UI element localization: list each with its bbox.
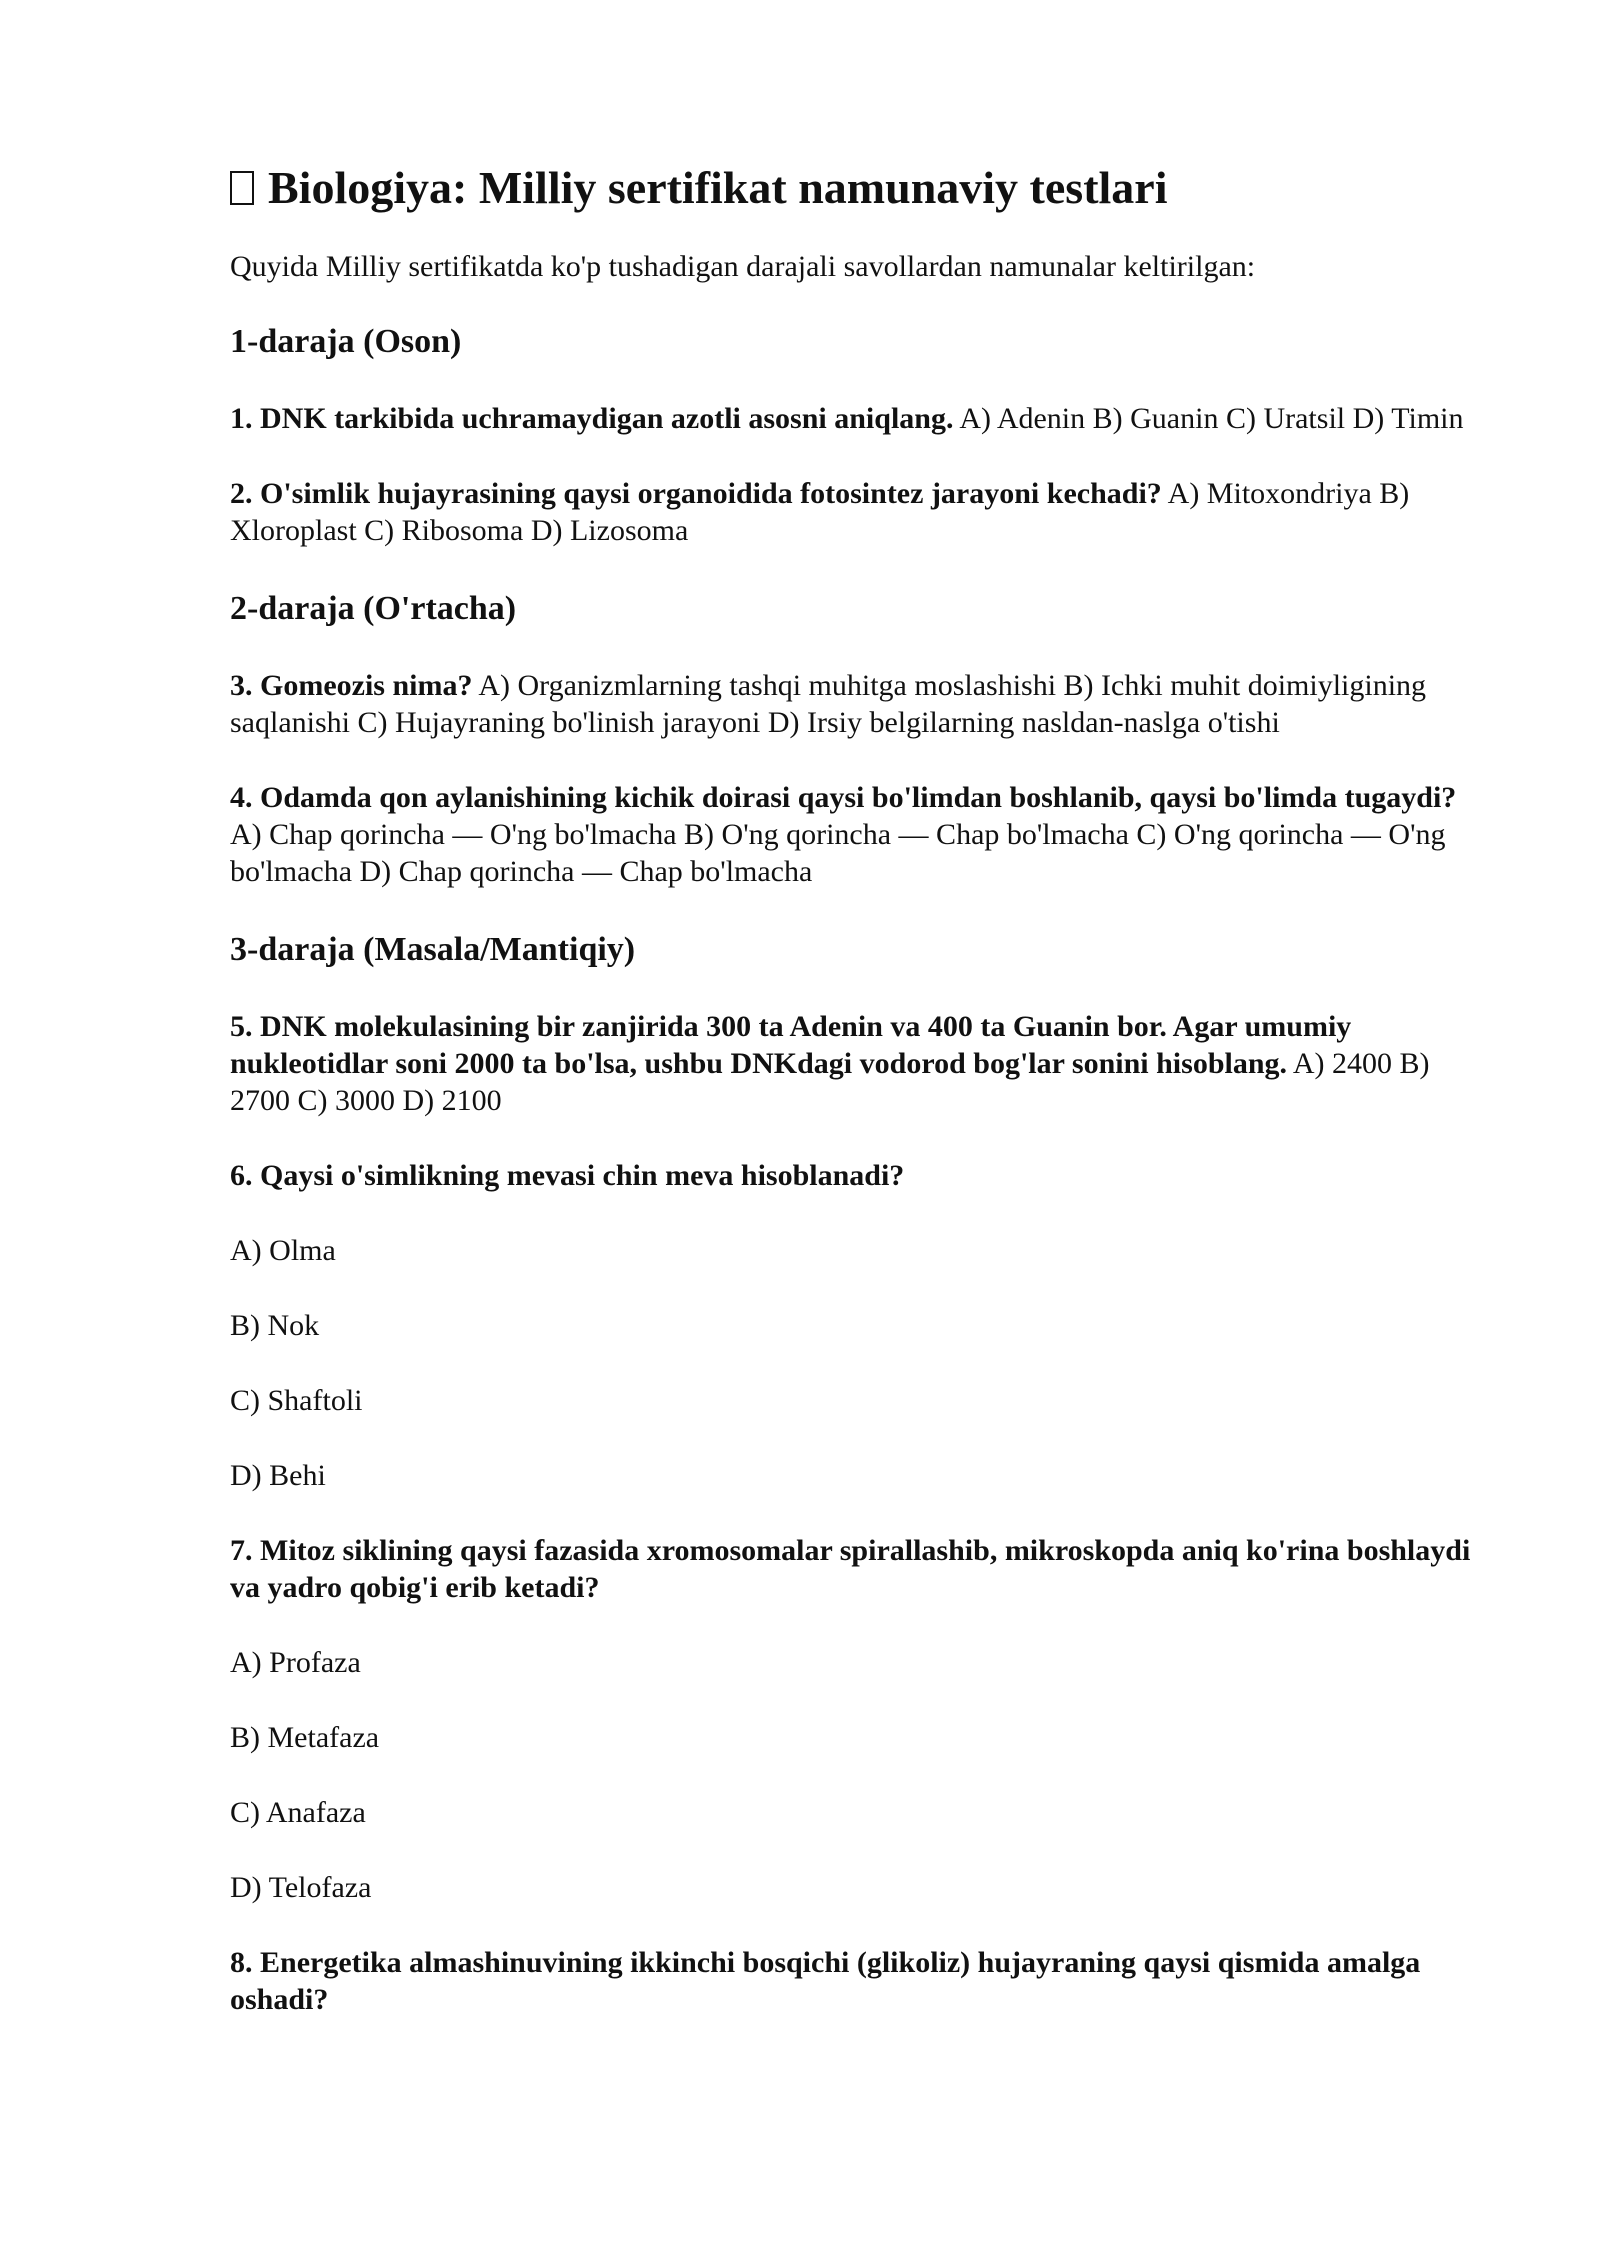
answer-option: A) Olma [230, 1234, 336, 1267]
question-options: A) 2400 B) 2700 C) 3000 D) 2100 [230, 1047, 1430, 1117]
answer-option: A) Profaza [230, 1646, 361, 1679]
question-text: 6. Qaysi o'simlikning mevasi chin meva hisoblanadi? [230, 1159, 905, 1192]
answer-option: C) Shaftoli [230, 1384, 363, 1417]
missing-glyph-icon [230, 171, 254, 205]
question-options: A) Organizmlarning tashqi muhitga moslashishi B) Ichki muhit doimiyligining saqlanishi C) Hujayraning bo'linish jarayoni D) Irsiy belgilarning nasldan-naslga o'tishi [230, 669, 1427, 739]
question-text: 4. Odamda qon aylanishining kichik doirasi qaysi bo'limdan boshlanib, qaysi bo'limda tugaydi? [230, 781, 1457, 814]
level-heading: 3-daraja (Masala/Mantiqiy) [230, 931, 636, 968]
question-4 [230, 779, 1480, 890]
question-text: 1. DNK tarkibida uchramaydigan azotli asosni aniqlang. [230, 402, 954, 435]
question-text: 5. DNK molekulasining bir zanjirida 300 ta Adenin va 400 ta Guanin bor. Agar umumiy nukleotidlar soni 2000 ta bo'lsa, ushbu DNKdagi vodorod bog'lar sonini hisoblang. [230, 1010, 1352, 1080]
answer-option: B) Nok [230, 1309, 320, 1342]
question-5 [230, 1008, 1480, 1119]
question-text: 7. Mitoz siklining qaysi fazasida xromosomalar spirallashib, mikroskopda aniq ko'rina boshlaydi va yadro qobig'i erib ketadi? [230, 1534, 1471, 1604]
level-heading: 1-daraja (Oson) [230, 323, 462, 360]
answer-option: B) Metafaza [230, 1721, 380, 1754]
question-options: A) Chap qorincha — O'ng bo'lmacha B) O'ng qorincha — Chap bo'lmacha C) O'ng qorincha — O'ng bo'lmacha D) Chap qorincha — Chap bo'lmacha [230, 818, 1446, 888]
question-options: A) Mitoxondriya B) Xloroplast C) Ribosoma D) Lizosoma [230, 477, 1410, 547]
answer-option: D) Telofaza [230, 1871, 372, 1904]
answer-option: D) Behi [230, 1459, 326, 1492]
answer-option: C) Anafaza [230, 1796, 366, 1829]
question-options: A) Adenin B) Guanin C) Uratsil D) Timin [959, 402, 1464, 435]
question-7 [230, 1532, 1480, 1606]
question-6 [230, 1157, 1480, 1194]
question-2 [230, 475, 1480, 549]
page-title-text: Biologiya: Milliy sertifikat namunaviy testlari [268, 162, 1168, 213]
intro-text: Quyida Milliy sertifikatda ko'p tushadigan darajali savollardan namunalar keltirilgan: [230, 250, 1256, 283]
question-text: 3. Gomeozis nima? [230, 669, 473, 702]
question-1 [230, 400, 1480, 437]
question-8 [230, 1944, 1480, 2018]
level-heading: 2-daraja (O'rtacha) [230, 590, 517, 627]
question-3 [230, 667, 1480, 741]
page-title [230, 158, 1480, 218]
question-text: 2. O'simlik hujayrasining qaysi organoidida fotosintez jarayoni kechadi? [230, 477, 1162, 510]
question-text: 8. Energetika almashinuvining ikkinchi bosqichi (glikoliz) hujayraning qaysi qismida amalga oshadi? [230, 1946, 1421, 2016]
